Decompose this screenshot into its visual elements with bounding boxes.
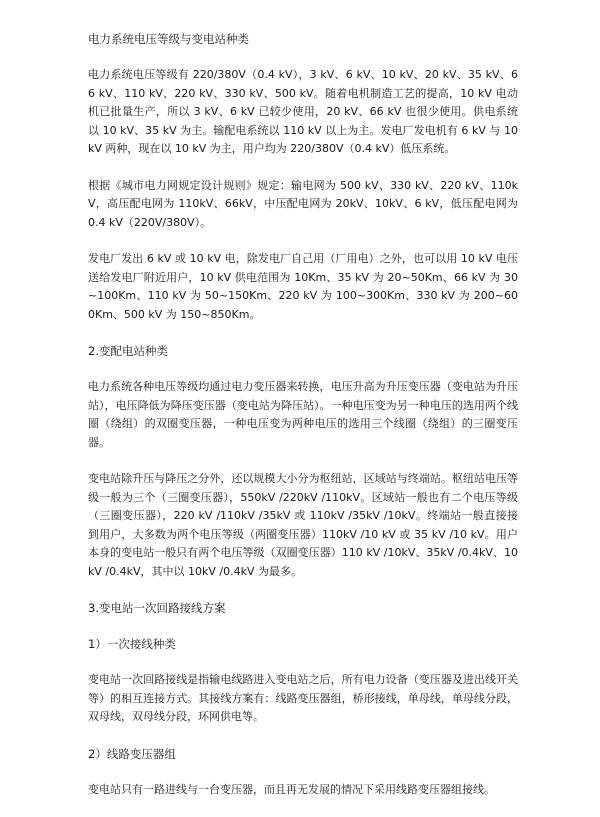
document-title: 电力系统电压等级与变电站种类 — [88, 32, 249, 46]
paragraph-grid-regulation: 根据《城市电力网规定设计规则》规定：输电网为 500 kV、330 kV、220 kV、110kV，高压配电网为 110kV、66kV，中压配电网为 20kV、10kV、6 kV，低压配电网为 0.4 kV（220V/380V）。 — [88, 178, 518, 229]
document-page — [88, 30, 518, 817]
paragraph-substation-scale: 变电站除升压与降压之分外，还以规模大小分为枢纽站，区域站与终端站。枢纽站电压等级一般为三个（三圈变压器），550kV /220kV /110kV。区域站一般也有二个电压等级（三圈变压器），220 kV /110kV /35kV 或 110kV /35kV /10kV。终端站一般直接接到用户，大多数为两个电压等级（两圈变压器）110kV /10 kV 或 35 kV /10 kV。用户本身的变电站一般只有两个电压等级（双圈变压器）110 kV /10kV、35kV /0.4kV、10kV /0.4kV，其中以 10kV /0.4kV 为最多。 — [88, 472, 518, 578]
paragraph-transformer-types: 电力系统各种电压等级均通过电力变压器来转换，电压升高为升压变压器（变电站为升压站），电压降低为降压变压器（变电站为降压站）。一种电压变为另一种电压的选用两个线圈（绕组）的双圈变压器，一种电压变为两种电压的选用三个线圈（绕组）的三圈变压器。 — [88, 380, 518, 449]
paragraph-voltage-levels: 电力系统电压等级有 220/380V（0.4 kV），3 kV、6 kV、10 kV、20 kV、35 kV、66 kV、110 kV、220 kV、330 kV、500 kV。随着电机制造工艺的提高，10 kV 电动机已批量生产，所以 3 kV、6 kV 已较少使用，20 kV、66 kV 也很少使用。供电系统以 10 kV、35 kV 为主。输配电系统以 110 kV 以上为主。发电厂发电机有 6 kV 与 10 kV 两种，现在以 10 kV 为主，用户均为 220/380V（0.4 kV）低压系统。 — [88, 68, 518, 155]
paragraph-wiring-types: 变电站一次回路接线是指输电线路进入变电站之后，所有电力设备（变压器及进出线开关等）的相互连接方式。其接线方案有：线路变压器组，桥形接线，单母线，单母线分段，双母线，双母线分段，环网供电等。 — [88, 673, 518, 723]
subheading-wiring-types: 1）一次接线种类 — [88, 637, 176, 651]
subheading-line-transformer-group: 2）线路变压器组 — [88, 746, 176, 761]
paragraph-supply-range: 发电厂发出 6 kV 或 10 kV 电，除发电厂自己用（厂用电）之外，也可以用 10 kV 电压送给发电厂附近用户，10 kV 供电范围为 10Km、35 kV 为 20~50Km、66 kV 为 30~100Km、110 kV 为 50~150Km、220 kV 为 100~300Km、330 kV 为 200~600Km、500 kV 为 150~850Km。 — [88, 252, 518, 321]
paragraph-line-transformer-group: 变电站只有一路进线与一台变压器，而且再无发展的情况下采用线路变压器组接线。 — [88, 782, 495, 796]
section-heading-wiring-scheme: 3.变电站一次回路接线方案 — [88, 601, 226, 615]
section-heading-substation-types: 2.变配电站种类 — [88, 344, 168, 358]
